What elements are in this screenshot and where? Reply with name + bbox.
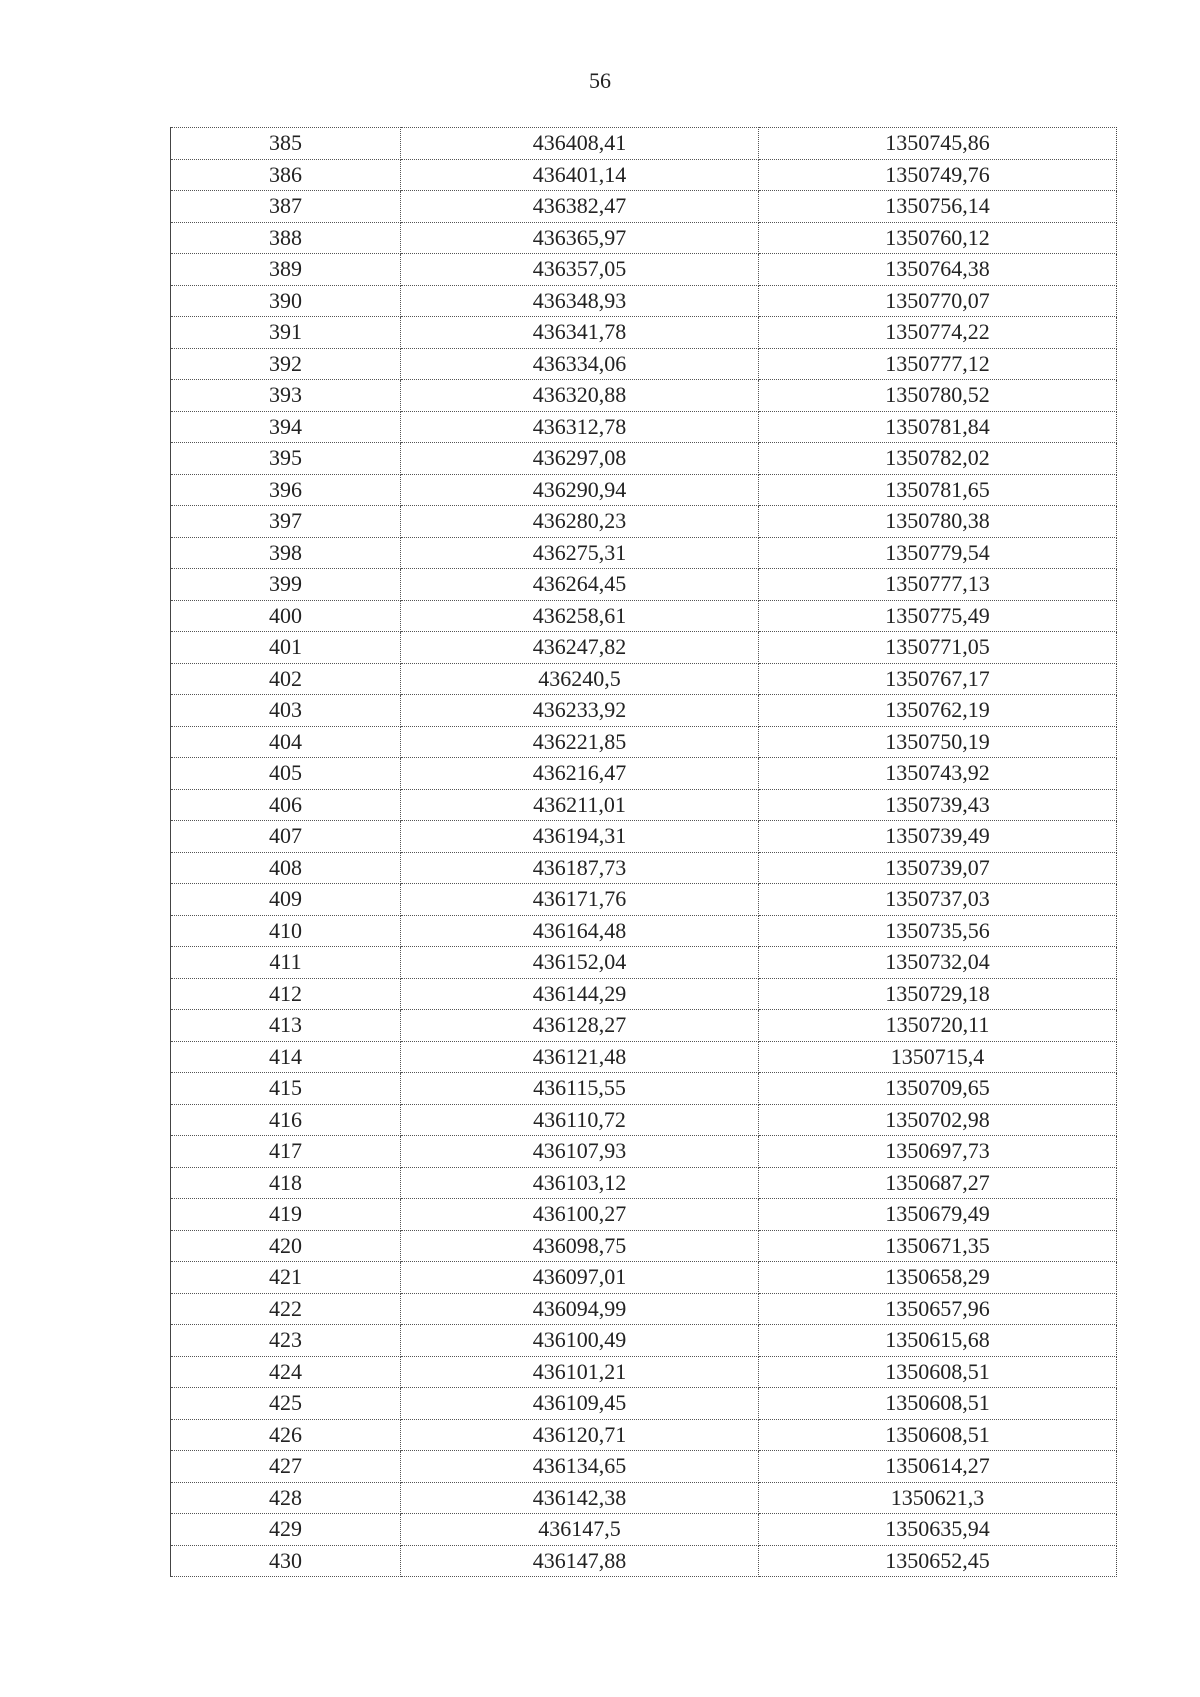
table-row	[171, 758, 1117, 790]
point-number-cell: 393	[171, 380, 401, 412]
table-row	[171, 285, 1117, 317]
table-row	[171, 978, 1117, 1010]
point-number-cell: 413	[171, 1010, 401, 1042]
table-row	[171, 789, 1117, 821]
table-row	[171, 569, 1117, 601]
y-coordinate-cell: 1350739,07	[759, 852, 1117, 884]
point-number-cell: 418	[171, 1167, 401, 1199]
point-number-cell: 400	[171, 600, 401, 632]
y-coordinate-cell: 1350764,38	[759, 254, 1117, 286]
page-number: 56	[589, 68, 611, 93]
point-number-cell: 388	[171, 222, 401, 254]
x-coordinate-cell: 436194,31	[401, 821, 759, 853]
table-row	[171, 128, 1117, 160]
point-number-cell: 423	[171, 1325, 401, 1357]
x-coordinate-cell: 436147,5	[401, 1514, 759, 1546]
table-row	[171, 317, 1117, 349]
point-number-cell: 398	[171, 537, 401, 569]
x-coordinate-cell: 436097,01	[401, 1262, 759, 1294]
y-coordinate-cell: 1350782,02	[759, 443, 1117, 475]
x-coordinate-cell: 436280,23	[401, 506, 759, 538]
y-coordinate-cell: 1350614,27	[759, 1451, 1117, 1483]
table-row	[171, 1136, 1117, 1168]
table-row	[171, 663, 1117, 695]
table-row	[171, 1356, 1117, 1388]
y-coordinate-cell: 1350702,98	[759, 1104, 1117, 1136]
y-coordinate-cell: 1350735,56	[759, 915, 1117, 947]
table-row	[171, 159, 1117, 191]
table-row	[171, 348, 1117, 380]
table-row	[171, 474, 1117, 506]
x-coordinate-cell: 436408,41	[401, 128, 759, 160]
table-row	[171, 1482, 1117, 1514]
table-row	[171, 254, 1117, 286]
point-number-cell: 429	[171, 1514, 401, 1546]
x-coordinate-cell: 436233,92	[401, 695, 759, 727]
x-coordinate-cell: 436365,97	[401, 222, 759, 254]
point-number-cell: 422	[171, 1293, 401, 1325]
point-number-cell: 417	[171, 1136, 401, 1168]
y-coordinate-cell: 1350652,45	[759, 1545, 1117, 1577]
point-number-cell: 399	[171, 569, 401, 601]
y-coordinate-cell: 1350687,27	[759, 1167, 1117, 1199]
x-coordinate-cell: 436110,72	[401, 1104, 759, 1136]
x-coordinate-cell: 436101,21	[401, 1356, 759, 1388]
point-number-cell: 405	[171, 758, 401, 790]
table-row	[171, 1388, 1117, 1420]
y-coordinate-cell: 1350621,3	[759, 1482, 1117, 1514]
table-row	[171, 1325, 1117, 1357]
x-coordinate-cell: 436264,45	[401, 569, 759, 601]
y-coordinate-cell: 1350697,73	[759, 1136, 1117, 1168]
y-coordinate-cell: 1350745,86	[759, 128, 1117, 160]
y-coordinate-cell: 1350777,13	[759, 569, 1117, 601]
point-number-cell: 396	[171, 474, 401, 506]
point-number-cell: 406	[171, 789, 401, 821]
y-coordinate-cell: 1350756,14	[759, 191, 1117, 223]
table-row	[171, 1230, 1117, 1262]
point-number-cell: 401	[171, 632, 401, 664]
x-coordinate-cell: 436211,01	[401, 789, 759, 821]
table-row	[171, 1293, 1117, 1325]
table-row	[171, 191, 1117, 223]
x-coordinate-cell: 436128,27	[401, 1010, 759, 1042]
x-coordinate-cell: 436103,12	[401, 1167, 759, 1199]
point-number-cell: 424	[171, 1356, 401, 1388]
y-coordinate-cell: 1350780,52	[759, 380, 1117, 412]
x-coordinate-cell: 436320,88	[401, 380, 759, 412]
table-row	[171, 506, 1117, 538]
x-coordinate-cell: 436147,88	[401, 1545, 759, 1577]
table-row	[171, 380, 1117, 412]
table-row	[171, 821, 1117, 853]
point-number-cell: 425	[171, 1388, 401, 1420]
y-coordinate-cell: 1350658,29	[759, 1262, 1117, 1294]
table-row	[171, 884, 1117, 916]
x-coordinate-cell: 436297,08	[401, 443, 759, 475]
x-coordinate-cell: 436107,93	[401, 1136, 759, 1168]
x-coordinate-cell: 436187,73	[401, 852, 759, 884]
point-number-cell: 397	[171, 506, 401, 538]
coordinates-table-body	[171, 128, 1117, 1577]
y-coordinate-cell: 1350774,22	[759, 317, 1117, 349]
y-coordinate-cell: 1350720,11	[759, 1010, 1117, 1042]
point-number-cell: 386	[171, 159, 401, 191]
y-coordinate-cell: 1350635,94	[759, 1514, 1117, 1546]
y-coordinate-cell: 1350760,12	[759, 222, 1117, 254]
y-coordinate-cell: 1350737,03	[759, 884, 1117, 916]
x-coordinate-cell: 436164,48	[401, 915, 759, 947]
table-row	[171, 1199, 1117, 1231]
y-coordinate-cell: 1350608,51	[759, 1388, 1117, 1420]
point-number-cell: 411	[171, 947, 401, 979]
x-coordinate-cell: 436142,38	[401, 1482, 759, 1514]
point-number-cell: 408	[171, 852, 401, 884]
y-coordinate-cell: 1350771,05	[759, 632, 1117, 664]
y-coordinate-cell: 1350767,17	[759, 663, 1117, 695]
y-coordinate-cell: 1350671,35	[759, 1230, 1117, 1262]
x-coordinate-cell: 436341,78	[401, 317, 759, 349]
y-coordinate-cell: 1350749,76	[759, 159, 1117, 191]
point-number-cell: 426	[171, 1419, 401, 1451]
point-number-cell: 391	[171, 317, 401, 349]
x-coordinate-cell: 436094,99	[401, 1293, 759, 1325]
point-number-cell: 427	[171, 1451, 401, 1483]
table-row	[171, 1041, 1117, 1073]
x-coordinate-cell: 436334,06	[401, 348, 759, 380]
point-number-cell: 414	[171, 1041, 401, 1073]
point-number-cell: 385	[171, 128, 401, 160]
x-coordinate-cell: 436312,78	[401, 411, 759, 443]
x-coordinate-cell: 436100,49	[401, 1325, 759, 1357]
x-coordinate-cell: 436098,75	[401, 1230, 759, 1262]
x-coordinate-cell: 436382,47	[401, 191, 759, 223]
x-coordinate-cell: 436109,45	[401, 1388, 759, 1420]
x-coordinate-cell: 436134,65	[401, 1451, 759, 1483]
point-number-cell: 420	[171, 1230, 401, 1262]
table-row	[171, 411, 1117, 443]
table-row	[171, 1262, 1117, 1294]
point-number-cell: 402	[171, 663, 401, 695]
point-number-cell: 394	[171, 411, 401, 443]
y-coordinate-cell: 1350608,51	[759, 1356, 1117, 1388]
x-coordinate-cell: 436152,04	[401, 947, 759, 979]
point-number-cell: 419	[171, 1199, 401, 1231]
y-coordinate-cell: 1350709,65	[759, 1073, 1117, 1105]
table-row	[171, 222, 1117, 254]
table-row	[171, 1545, 1117, 1577]
table-row	[171, 1167, 1117, 1199]
x-coordinate-cell: 436247,82	[401, 632, 759, 664]
y-coordinate-cell: 1350770,07	[759, 285, 1117, 317]
x-coordinate-cell: 436121,48	[401, 1041, 759, 1073]
y-coordinate-cell: 1350781,65	[759, 474, 1117, 506]
point-number-cell: 421	[171, 1262, 401, 1294]
table-row	[171, 1451, 1117, 1483]
point-number-cell: 409	[171, 884, 401, 916]
point-number-cell: 407	[171, 821, 401, 853]
y-coordinate-cell: 1350762,19	[759, 695, 1117, 727]
x-coordinate-cell: 436357,05	[401, 254, 759, 286]
table-row	[171, 632, 1117, 664]
y-coordinate-cell: 1350715,4	[759, 1041, 1117, 1073]
x-coordinate-cell: 436348,93	[401, 285, 759, 317]
point-number-cell: 412	[171, 978, 401, 1010]
y-coordinate-cell: 1350657,96	[759, 1293, 1117, 1325]
table-row	[171, 443, 1117, 475]
y-coordinate-cell: 1350777,12	[759, 348, 1117, 380]
table-row	[171, 600, 1117, 632]
x-coordinate-cell: 436275,31	[401, 537, 759, 569]
table-row	[171, 852, 1117, 884]
x-coordinate-cell: 436171,76	[401, 884, 759, 916]
coordinates-table	[170, 127, 1117, 1577]
x-coordinate-cell: 436120,71	[401, 1419, 759, 1451]
point-number-cell: 395	[171, 443, 401, 475]
table-row	[171, 1419, 1117, 1451]
y-coordinate-cell: 1350780,38	[759, 506, 1117, 538]
y-coordinate-cell: 1350739,43	[759, 789, 1117, 821]
y-coordinate-cell: 1350743,92	[759, 758, 1117, 790]
table-row	[171, 1010, 1117, 1042]
table-row	[171, 915, 1117, 947]
x-coordinate-cell: 436216,47	[401, 758, 759, 790]
x-coordinate-cell: 436290,94	[401, 474, 759, 506]
point-number-cell: 389	[171, 254, 401, 286]
x-coordinate-cell: 436115,55	[401, 1073, 759, 1105]
table-row	[171, 537, 1117, 569]
point-number-cell: 392	[171, 348, 401, 380]
x-coordinate-cell: 436100,27	[401, 1199, 759, 1231]
y-coordinate-cell: 1350608,51	[759, 1419, 1117, 1451]
y-coordinate-cell: 1350729,18	[759, 978, 1117, 1010]
point-number-cell: 404	[171, 726, 401, 758]
table-row	[171, 695, 1117, 727]
table-row	[171, 1073, 1117, 1105]
x-coordinate-cell: 436240,5	[401, 663, 759, 695]
point-number-cell: 390	[171, 285, 401, 317]
x-coordinate-cell: 436221,85	[401, 726, 759, 758]
table-row	[171, 726, 1117, 758]
y-coordinate-cell: 1350781,84	[759, 411, 1117, 443]
table-row	[171, 1514, 1117, 1546]
y-coordinate-cell: 1350750,19	[759, 726, 1117, 758]
x-coordinate-cell: 436401,14	[401, 159, 759, 191]
point-number-cell: 403	[171, 695, 401, 727]
y-coordinate-cell: 1350739,49	[759, 821, 1117, 853]
y-coordinate-cell: 1350775,49	[759, 600, 1117, 632]
point-number-cell: 415	[171, 1073, 401, 1105]
table-row	[171, 947, 1117, 979]
x-coordinate-cell: 436144,29	[401, 978, 759, 1010]
x-coordinate-cell: 436258,61	[401, 600, 759, 632]
point-number-cell: 416	[171, 1104, 401, 1136]
point-number-cell: 387	[171, 191, 401, 223]
y-coordinate-cell: 1350732,04	[759, 947, 1117, 979]
y-coordinate-cell: 1350679,49	[759, 1199, 1117, 1231]
point-number-cell: 410	[171, 915, 401, 947]
y-coordinate-cell: 1350615,68	[759, 1325, 1117, 1357]
point-number-cell: 428	[171, 1482, 401, 1514]
point-number-cell: 430	[171, 1545, 401, 1577]
y-coordinate-cell: 1350779,54	[759, 537, 1117, 569]
table-row	[171, 1104, 1117, 1136]
